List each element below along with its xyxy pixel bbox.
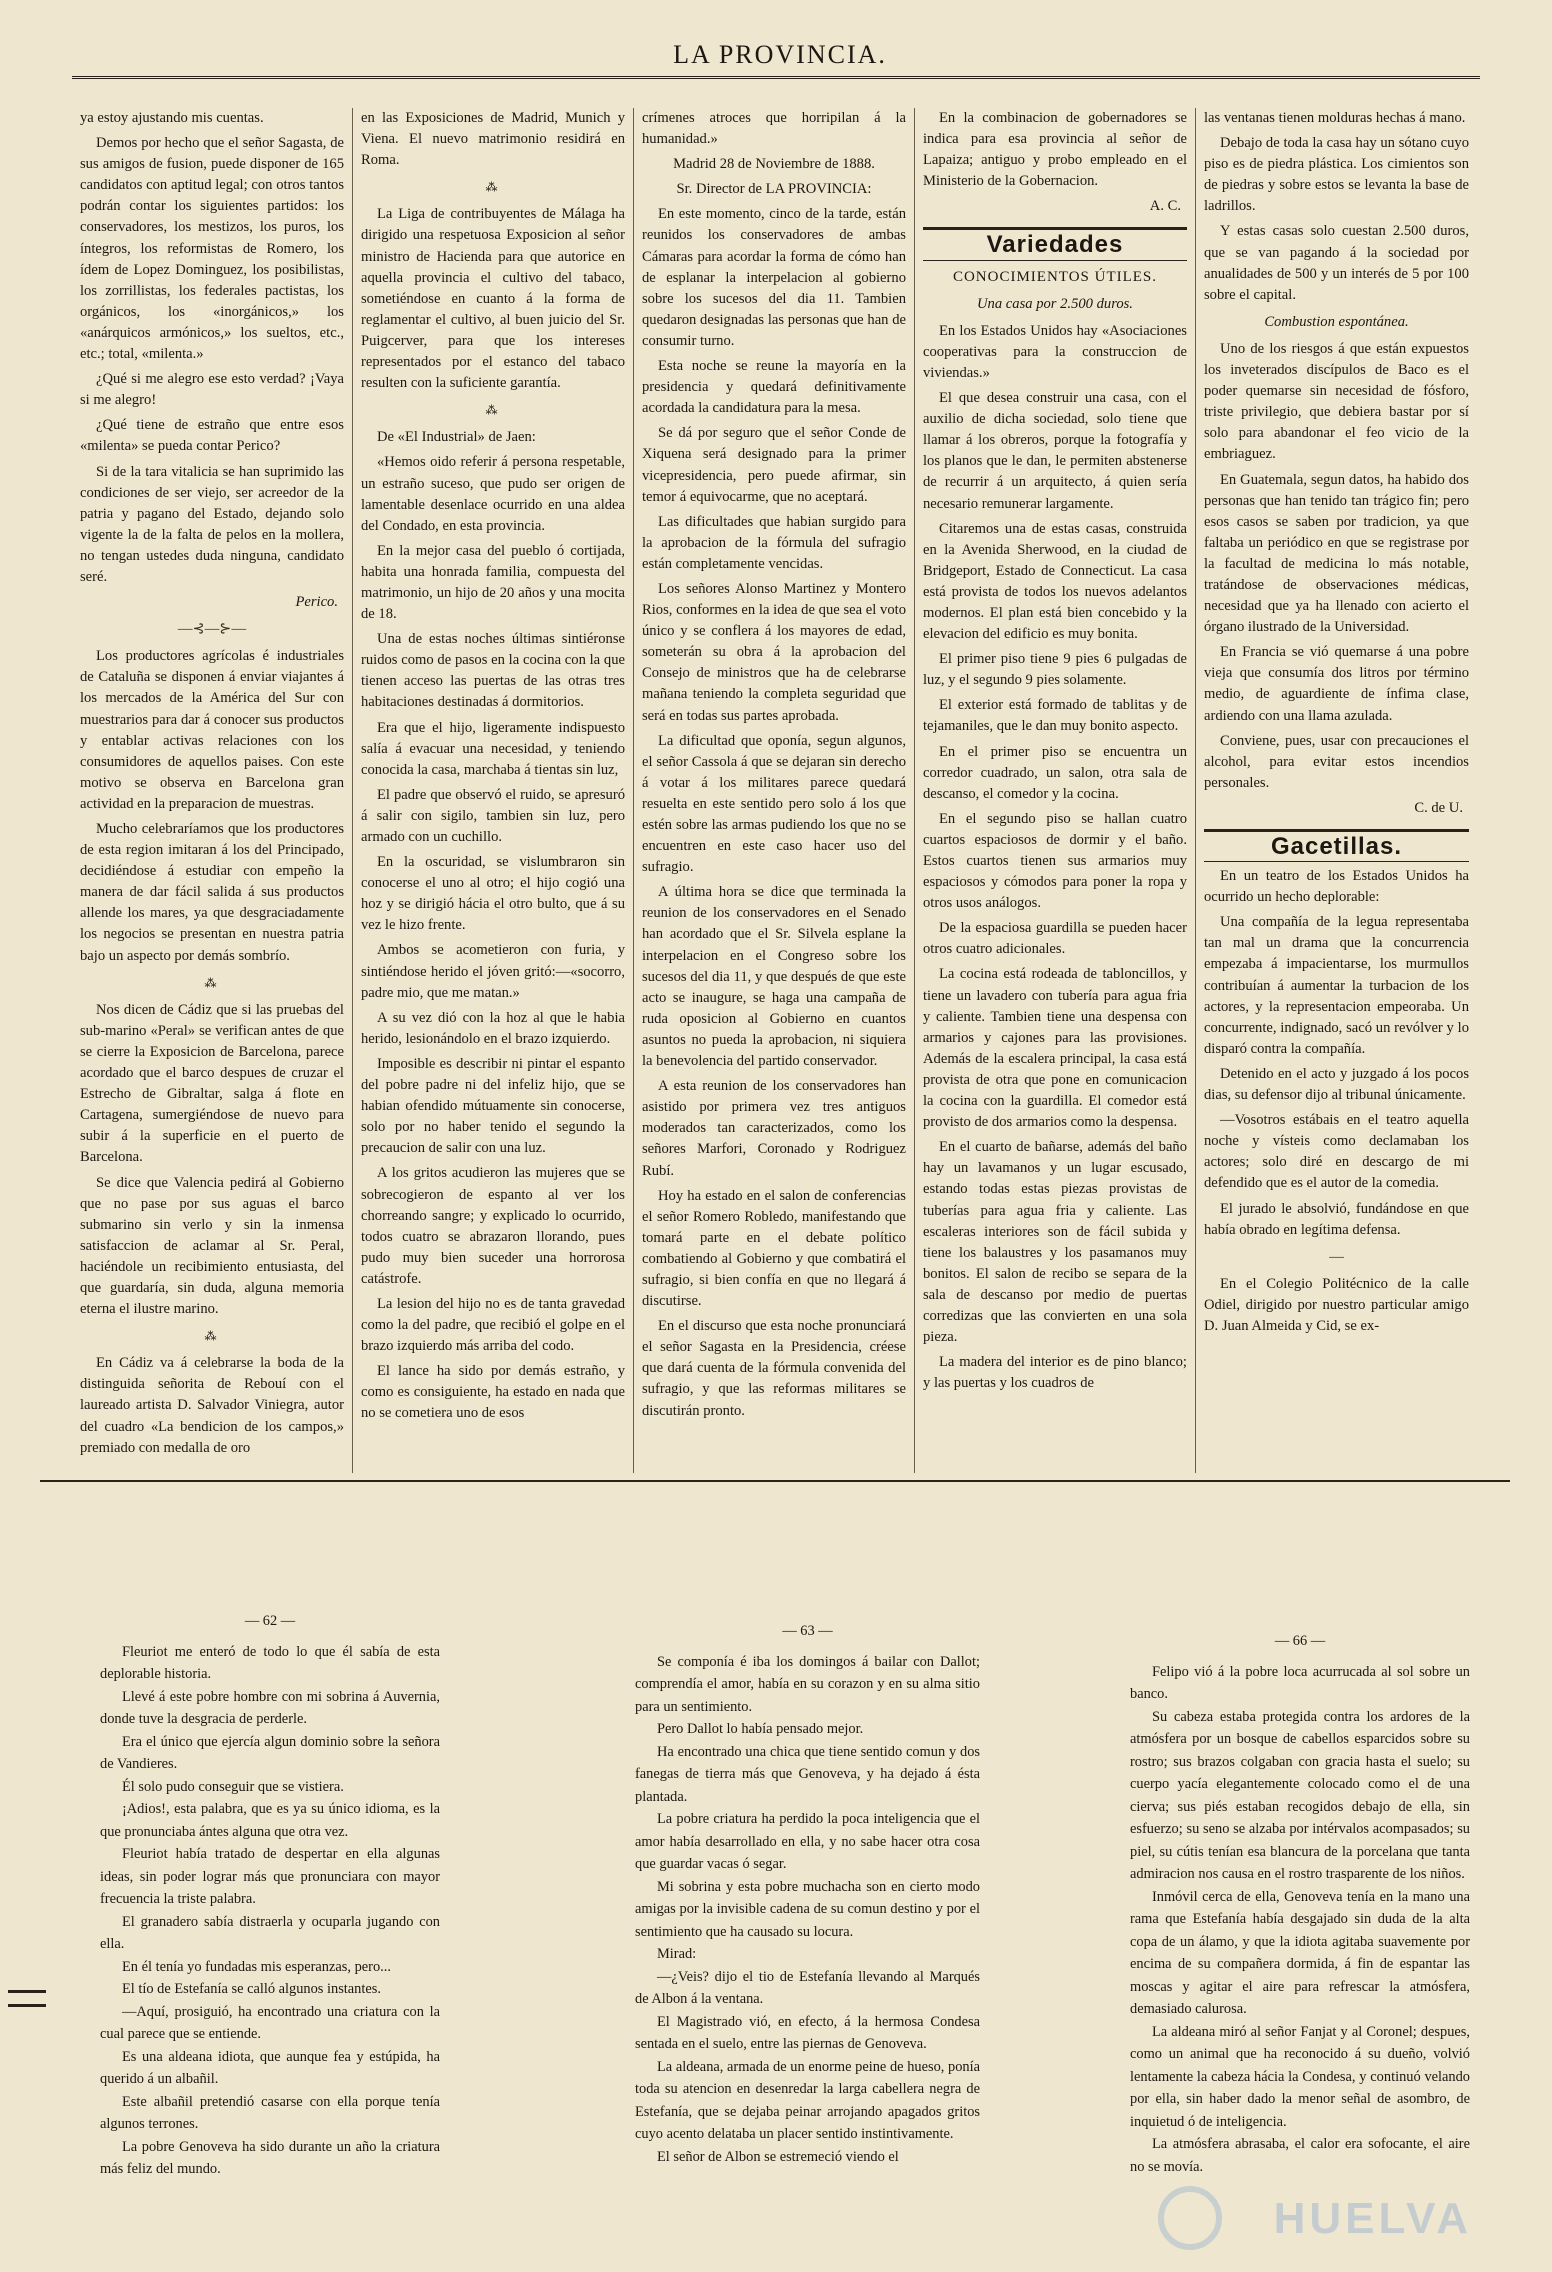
paragraph: Citaremos una de estas casas, construida en la Avenida Sherwood, en la ciudad de Bridgeport, Estado de Connecticut. La casa está provista de todos los nuevos adelantos modernos. El plan está bien concebido y la elevacion del edificio es muy bonita.: [923, 520, 1187, 643]
paragraph: En el segundo piso se hallan cuatro cuartos espaciosos de dormir y el baño. Estos cuartos tienen sus armarios muy espaciosos y cómodos para poner la ropa y otros usos análogos.: [923, 810, 1187, 912]
paragraph: Él solo pudo conseguir que se vistiera.: [122, 1778, 344, 1795]
paragraph: El padre que observó el ruido, se apresuró á salir con sigilo, tambien sin luz, pero armado con un cuchillo.: [361, 786, 625, 845]
paragraph: Hoy ha estado en el salon de conferencias el señor Romero Robledo, manifestando que tomará parte en el debate político combatiendo al Gobierno y que combatirá el sufragio, si bien confía en que no llegará á discutirse.: [642, 1187, 906, 1310]
paragraph: El señor de Albon se estremeció viendo el: [657, 2148, 899, 2165]
paragraph: En este momento, cinco de la tarde, están reunidos los conservadores de ambas Cámaras para acordar la forma de cómo han de esplanar la interpelacion al gobierno sobre los sucesos del dia 11. Tambien quedaron designadas las personas que han de consumir turno.: [642, 206, 906, 349]
column-5: [1196, 108, 1477, 1473]
paragraph: ¡Adios!, esta palabra, que es ya su único idioma, es la que pronunciaba ántes alguna que otra vez.: [100, 1801, 440, 1840]
paragraph: Se componía é iba los domingos á bailar con Dallot; comprendía el amor, había en su corazon y en su alma sitio para un sentimiento.: [635, 1653, 980, 1715]
paragraph: A su vez dió con la hoz al que le habia herido, lesionándolo en el brazo izquierdo.: [361, 1009, 625, 1047]
signature: Perico.: [295, 594, 338, 611]
paragraph: A última hora se dice que terminada la reunion de los conservadores en el Senado han acordado que el Sr. Silvela esplane la interpelacion en el Congreso sobre los sucesos del dia 11, y que después de que este acto se inaugure, se haga una campaña de ruda oposicion al Gobierno en cuantos asuntos no pueda la aprobacion, ni siquiera la benevolencia del partido conservador.: [642, 884, 906, 1070]
paragraph: A esta reunion de los conservadores han asistido por primera vez tres antiguos moderados tan caracterizados, como los señores Marfori, Coronado y Rodriguez Rubí.: [642, 1078, 906, 1179]
paragraph: Conviene, pues, usar con precauciones el alcohol, para evitar estos incendios personales.: [1204, 732, 1469, 791]
paragraph: Los señores Alonso Martinez y Montero Rios, conformes en la idea de que sea el voto único y se conflera á los mayores de edad, someterán su obra á la aprobacion del Consejo de ministros que ha de celebrarse mañana teniendo la completa seguridad que será en todas sus partes aprobada.: [642, 580, 906, 724]
paragraph: La aldeana, armada de un enorme peine de hueso, ponía toda su atencion en desenredar la larga cabellera negra de Estefanía, que se dejaba peinar arrojando apagados gritos cuyo acento delataba un placer sentido instintivamente.: [635, 2058, 980, 2142]
masthead-title: LA PROVINCIA.: [673, 40, 887, 69]
paragraph: Mirad:: [657, 1946, 697, 1962]
paragraph: Fleuriot me enteró de todo lo que él sabía de esta deplorable historia.: [100, 1643, 440, 1682]
top-rule: [72, 76, 1480, 79]
paragraph: En la mejor casa del pueblo ó cortijada, habita una honrada familia, compuesta del matrimonio, un hijo de 20 años y una mocita de 18.: [361, 542, 625, 623]
paragraph: Los productores agrícolas é industriales de Cataluña se disponen á enviar viajantes á los mercados de la América del Sur con muestrarios para dar á conocer sus productos y entablar activas relaciones con los consumidores de aquellos paises. Con este motivo se observa en Barcelona gran actividad en la preparacion de muestras.: [80, 648, 344, 812]
paragraph: En Francia se vió quemarse á una pobre vieja que consumía dos litros por término medio, de aguardiente de ínfima clase, ardiendo con una llama azulada.: [1204, 644, 1469, 724]
paragraph: El Magistrado vió, en efecto, á la hermosa Condesa sentada en el suelo, entre las piernas de Genoveva.: [635, 2013, 980, 2052]
asterism-divider: ⁂: [485, 403, 501, 418]
paragraph: Y estas casas solo cuestan 2.500 duros, que se van pagando á la sociedad por anualidades de 500 y un interés de 5 por 100 sobre el capital.: [1204, 223, 1469, 303]
paragraph: En él tenía yo fundadas mis esperanzas, pero...: [122, 1958, 391, 1975]
asterism-divider: ⁂: [485, 180, 501, 195]
paragraph: El exterior está formado de tablitas y de tejamaniles, que le dan muy bonito aspecto.: [923, 697, 1187, 735]
paragraph: ya estoy ajustando mis cuentas.: [80, 110, 264, 126]
paragraph: La lesion del hijo no es de tanta gravedad como la del padre, que recibió el golpe en el brazo izquierdo más arriba del codo.: [361, 1295, 625, 1355]
paragraph: La aldeana miró al señor Fanjat y al Coronel; despues, como un animal que ha reconocido á su dueño, volvió lentamente la cabeza hácia la Condesa, y continuó velando por ella, sin haber dado la menor señal de asombro, de inquietud ó de inteligencia.: [1130, 2023, 1470, 2130]
paragraph: La atmósfera abrasaba, el calor era sofocante, el aire no se movía.: [1130, 2136, 1470, 2175]
salutation: Sr. Director de LA PROVINCIA:: [676, 181, 872, 198]
column-1: [72, 108, 353, 1473]
paragraph: Ha encontrado una chica que tiene sentido comun y dos fanegas de tierra más que Genoveva, y ha dejado á ésta plantada.: [635, 1743, 980, 1805]
column-2: [353, 108, 634, 1473]
column-3: [634, 108, 915, 1473]
paragraph: Era que el hijo, ligeramente indispuesto salía á evacuar una necesidad, y teniendo conocida la casa, marchaba á tientas sin luz,: [361, 719, 625, 778]
section-heading-gacetillas: Gacetillas.: [1204, 829, 1469, 862]
paragraph: Su cabeza estaba protegida contra los ardores de la atmósfera por un bosque de cabellos esparcidos sobre su rostro; sus brazos colgaban con gracia hasta el suelo; su cuerpo yacía elegantemente colocado como el de una cierva; sus piés estaban recogidos debajo de ella, sin esfuerzo; su seno se alzaba por intérvalos acompasados; su piel, su cútis tenían esa blancura de la porcelana que tanta admiracion nos causa en el rostro trasparente de los niños.: [1130, 1708, 1470, 1882]
subsection-heading: CONOCIMIENTOS ÚTILES.: [952, 268, 1158, 285]
article-heading: Combustion espontánea.: [1264, 313, 1409, 330]
paragraph: El lance ha sido por demás estraño, y como es consiguiente, ha estado en nada que no se cometiera uno de esos: [361, 1363, 625, 1422]
paragraph: Debajo de toda la casa hay un sótano cuyo piso es de piedra plástica. Los cimientos son de piedras y sobre estos se levanta la base de ladrillos.: [1204, 135, 1469, 215]
section-heading-variedades: Variedades: [923, 227, 1187, 260]
folletin-page-66: [1130, 1630, 1470, 2178]
paragraph: Uno de los riesgos á que están expuestos los inveterados discípulos de Baco es el poder quemarse sin necesidad de fósforo, triste privilegio, que debiera bastar por sí solo para abandonar el feo vicio de la embriaguez.: [1204, 340, 1469, 463]
paragraph: Ambos se acometieron con furia, y sintiéndose herido el jóven gritó:—«socorro, padre mio, que me matan.»: [361, 942, 625, 1001]
paragraph: El tío de Estefanía se calló algunos instantes.: [122, 1981, 381, 1997]
paragraph: A los gritos acudieron las mujeres que se sobrecogieron de espanto al ver los chorreando sangre; y explicado lo ocurrido, todos cuatro se abrazaron llorando, pues pudo muy bien suceder una horrorosa catástrofe.: [361, 1165, 625, 1287]
paragraph: La cocina está rodeada de tabloncillos, y tiene un lavadero con tubería para agua fria y caliente. Tambien tiene una despensa con armarios y cajones para las provisiones. Además de la escalera principal, la casa está provista de otra que pone en comunicacion la cocina con la guardilla. El comedor está provisto de dos armarios como la despensa.: [923, 966, 1187, 1131]
archive-watermark: HUELVA: [1273, 2194, 1472, 2243]
paragraph: Imposible es describir ni pintar el espanto del pobre padre ni del infeliz hijo, que se habian ofendido mútuamente sin conocerse, solo por no haber tenido el segundo la precaucion de salir con una luz.: [361, 1055, 625, 1157]
dateline: Madrid 28 de Noviembre de 1888.: [673, 156, 875, 173]
paragraph: Felipo vió á la pobre loca acurrucada al sol sobre un banco.: [1130, 1663, 1470, 1702]
ornament-divider: —: [1329, 1248, 1344, 1265]
paragraph: Una de estas noches últimas sintiéronse ruidos como de pasos en la cocina con la que tienen acceso las puertas de las otras tres habitaciones destinadas á dormitorios.: [361, 631, 625, 711]
signature: C. de U.: [1414, 799, 1463, 816]
paragraph: Se dá por seguro que el señor Conde de Xiquena será designado para la primer vicepresidencia, pero puede afirmar, sin temor á equivocarme, que no aceptará.: [642, 425, 906, 505]
paragraph: crímenes atroces que horripilan á la humanidad.»: [642, 110, 906, 148]
paragraph: De la espaciosa guardilla se pueden hacer otros cuatro adicionales.: [923, 920, 1187, 958]
paragraph: Es una aldeana idiota, que aunque fea y estúpida, ha querido á un albañil.: [100, 2048, 440, 2087]
paragraph: Las dificultades que habian surgido para la aprobacion de la fórmula del sufragio están completamente vencidas.: [642, 513, 906, 572]
paragraph: «Hemos oido referir á persona respetable, un estraño suceso, que pudo ser origen de lamentable desenlace ocurrido en una aldea del Condado, en esta provincia.: [361, 454, 625, 534]
paragraph: ¿Qué si me alegro ese esto verdad? ¡Vaya si me alegro!: [80, 371, 344, 409]
page-number: — 66 —: [1274, 1633, 1326, 1649]
paragraph: Pero Dallot lo había pensado mejor.: [657, 1721, 864, 1737]
paragraph: La madera del interior es de pino blanco; y las puertas y los cuadros de: [923, 1354, 1187, 1392]
asterism-divider: ⁂: [204, 975, 220, 990]
paragraph: —¿Veis? dijo el tio de Estefanía llevando al Marqués de Albon á la ventana.: [635, 1968, 980, 2007]
paragraph: De «El Industrial» de Jaen:: [377, 429, 536, 446]
paragraph: El granadero sabía distraerla y ocuparla jugando con ella.: [100, 1913, 440, 1952]
column-4: [915, 108, 1196, 1473]
paragraph: Era el único que ejercía algun dominio sobre la señora de Vandieres.: [100, 1733, 440, 1772]
paragraph: —Aquí, prosiguió, ha encontrado una criatura con la cual parece que se entiende.: [100, 2003, 440, 2042]
paragraph: Nos dicen de Cádiz que si las pruebas del sub-marino «Peral» se verifican antes de que se cierre la Exposicion de Barcelona, parece acordado que el barco despues de cruzar el Estrecho de Gibraltar, salga á flote en Cartagena, sumergiéndose de nuevo para subir á la superficie en el puerto de Barcelona.: [80, 1001, 344, 1166]
folletin-section: [40, 1610, 1510, 2200]
paragraph: Una compañía de la legua representaba tan mal un drama que la concurrencia empezaba á impacientarse, los murmullos contribuían á aumentar la turbacion de los actores, y la representacion empeoraba. Un concurrente, indignado, sacó un revólver y lo disparó contra la compañía.: [1204, 914, 1469, 1057]
article-heading: Una casa por 2.500 duros.: [977, 295, 1133, 312]
paragraph: En el cuarto de bañarse, además del baño hay un lavamanos y un lugar escusado, estando todas estas piezas provistas de tuberías para agua fria y caliente. Las escaleras interiores son de fácil subida y tiene los balaustres y los pasamanos muy bonitos. El salon de recibo se separa de la sala de descanso por medio de puertas corredizas que las convierten en una sola pieza.: [923, 1139, 1187, 1346]
paragraph: Este albañil pretendió casarse con ella porque tenía algunos terrones.: [100, 2093, 440, 2132]
paragraph: En Guatemala, segun datos, ha habido dos personas que han tenido tan trágico fin; pero esos casos se saben por tradicion, ya que faltaba un periódico en que se registrase por la facultad de medicina lo más notable, tratándose de observaciones médicas, necesidad que ya ha llenado con acierto el órgano ilustrado de la Universidad.: [1204, 471, 1469, 636]
paragraph: El jurado le absolvió, fundándose en que había obrado en legítima defensa.: [1204, 1200, 1469, 1238]
paragraph: La pobre Genoveva ha sido durante un año la criatura más feliz del mundo.: [100, 2138, 440, 2177]
archive-seal-icon: [1158, 2186, 1222, 2250]
paragraph: Esta noche se reune la mayoría en la presidencia y quedará definitivamente acordada la candidatura para la mesa.: [642, 358, 906, 417]
paragraph: Detenido en el acto y juzgado á los pocos dias, su defensor dijo al tribunal únicamente.: [1204, 1065, 1469, 1104]
paragraph: La Liga de contribuyentes de Málaga ha dirigido una respetuosa Exposicion al señor ministro de Hacienda para que autorice en aquella provincia el cultivo del tabaco, sometiéndose en cuanto á la forma de reglamentar el cultivo, al buen juicio del Sr. Puigcerver, para que los intereses representados por el estanco del tabaco resulten con la suficiente garantía.: [361, 206, 625, 392]
paragraph: Llevé á este pobre hombre con mi sobrina á Auvernia, donde tuve la desgracia de perderle.: [100, 1688, 440, 1727]
paragraph: La pobre criatura ha perdido la poca inteligencia que el amor había desarrollado en ella, y no sabe hacer otra cosa que guardar vacas ó segar.: [635, 1811, 980, 1872]
paragraph: En la oscuridad, se vislumbraron sin conocerse el uno al otro; el hijo cogió una hoz y se dirigió hácia el otro bulto, que á su vez le hizo frente.: [361, 854, 625, 934]
paragraph: En el discurso que esta noche pronunciará el señor Sagasta en la Presidencia, créese que dará cuenta de la fórmula convenida del sufragio, y que las reformas militares se discutirán pronto.: [642, 1318, 906, 1419]
paragraph: El primer piso tiene 9 pies 6 pulgadas de luz, y el segundo 9 pies solamente.: [923, 651, 1187, 689]
paragraph: En el primer piso se encuentra un corredor cuadrado, un salon, otra sala de descanso, el comedor y la cocina.: [923, 743, 1187, 802]
paragraph: Si de la tara vitalicia se han suprimido las condiciones de ser viejo, ser acreedor de la patria y pagano del Estado, dejando solo vigente la de la falta de pelos en la mollera, no tengan ustedes duda ninguna, candidato seré.: [80, 463, 344, 585]
paragraph: El que desea construir una casa, con el auxilio de dicha sociedad, solo tiene que llamar á los obreros, porque la fotografía y los planos que le dan, le permiten abstenerse de recurrir á un arquitecto, á quien sería necesario remunerar largamente.: [923, 390, 1187, 512]
paragraph: En Cádiz va á celebrarse la boda de la distinguida señorita de Rebouí con el laureado artista D. Salvador Viniegra, autor del cuadro «La bendicion de los campos,» premiado con medalla de oro: [80, 1355, 344, 1456]
paragraph: Mucho celebraríamos que los productores de esta region imitaran á los del Principado, decidiéndose á estudiar con empeño la manera de dar fácil salida á sus productos allende los mares, ya que desgraciadamente los negocios se presentan en nuestra patria bajo un aspecto por demás sombrío.: [80, 821, 344, 964]
paragraph: Inmóvil cerca de ella, Genoveva tenía en la mano una rama que Estefanía había desgajado sin duda de la alta copa de un álamo, y que la idiota agitaba suavemente por encima de su compañera dormida, á fin de espantar las moscas y agitar el aire para refrescar la atmósfera, demasiado calurosa.: [1130, 1888, 1470, 2017]
paragraph: Fleuriot había tratado de despertar en ella algunas ideas, sin poder lograr más que pronunciara con mayor frecuencia la triste palabra.: [100, 1846, 440, 1907]
paragraph: Demos por hecho que el señor Sagasta, de sus amigos de fusion, puede disponer de 165 candidatos con aptitud legal; con otros tantos podrán contar los siguientes partidos: los conservadores, los mestizos, los puros, los íntegros, los reformistas de Romero, los ídem de Lopez Dominguez, los posibilistas, los zorrillistas, los federales pactistas, los orgánicos, los «inorgánicos,» los «anárquicos armónicos,» los sueltos, etc., etc.; total, «milenta.»: [80, 135, 344, 363]
folletin-page-62: [100, 1610, 440, 2181]
paragraph: En el Colegio Politécnico de la calle Odiel, dirigido por nuestro particular amigo D. Juan Almeida y Cid, se ex-: [1204, 1275, 1469, 1334]
paragraph: Mi sobrina y esta pobre muchacha son en cierto modo amigas por la invisible cadena de su comun destino y por el sentimiento que ha causado su locura.: [635, 1878, 980, 1940]
paragraph: En los Estados Unidos hay «Asociaciones cooperativas para la construccion de viviendas.»: [923, 322, 1187, 381]
paragraph: —Vosotros estábais en el teatro aquella noche y vísteis como declamaban los actores; solo diré en descargo de mi defendido que es el autor de la comedia.: [1204, 1112, 1469, 1192]
folletin-page-63: [635, 1620, 980, 2168]
paragraph: ¿Qué tiene de estraño que entre esos «milenta» se pueda contar Perico?: [80, 417, 344, 455]
paragraph: En un teatro de los Estados Unidos ha ocurrido un hecho deplorable:: [1204, 868, 1469, 906]
signature: A. C.: [1149, 198, 1181, 215]
upper-columns: [72, 108, 1480, 1473]
paragraph: las ventanas tienen molduras hechas á mano.: [1204, 110, 1466, 126]
asterism-divider: ⁂: [204, 1329, 220, 1344]
folletin-rule: [40, 1480, 1510, 1482]
paragraph: La dificultad que oponía, segun algunos, el señor Cassola á que se dejaran sin derecho á votar á los militares parece quedará resuelta en este sentido pero solo á los que estén sobre las armas pudiendo los que no se encuentren en este caso hacer uso del sufragio.: [642, 732, 906, 876]
paragraph: en las Exposiciones de Madrid, Munich y Viena. El nuevo matrimonio residirá en Roma.: [361, 110, 625, 169]
ornament-divider: —⊰—⊱—: [177, 621, 247, 638]
paragraph: En la combinacion de gobernadores se indica para esa provincia al señor de Lapaiza; antiguo y probo empleado en el Ministerio de la Gobernacion.: [923, 110, 1187, 190]
page-number: — 63 —: [782, 1623, 833, 1639]
paragraph: Se dice que Valencia pedirá al Gobierno que no pase por sus aguas el barco submarino sin verlo y sin la inmensa satisfaccion de aclamar al Sr. Peral, haciéndole un recibimiento entusiasta, del que guardaría, sin duda, alguna memoria eterna el ilustre marino.: [80, 1174, 344, 1318]
page-number: — 62 —: [244, 1613, 296, 1629]
